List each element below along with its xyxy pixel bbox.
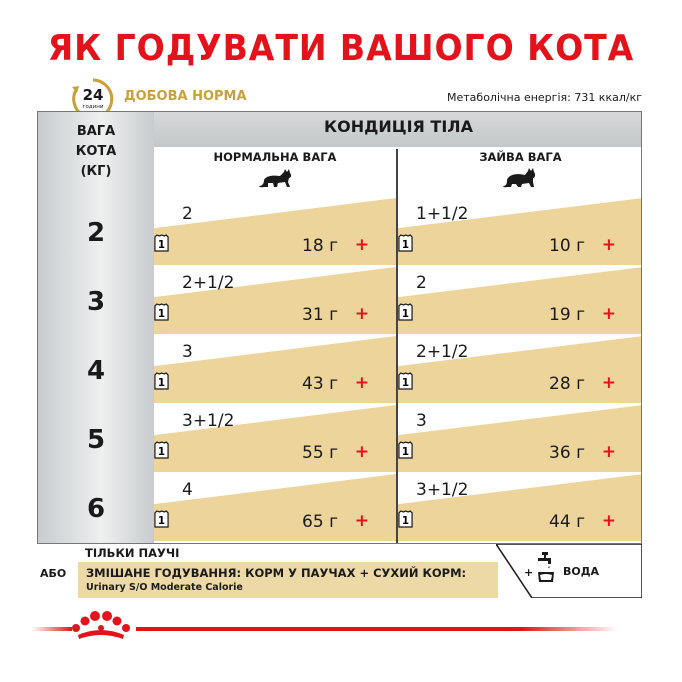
grams-amount: 10 г [549, 236, 585, 256]
pouch-icon [154, 303, 169, 321]
pouch-count: 2+1/2 [416, 342, 469, 362]
pouch-icon [154, 234, 169, 252]
pouch-icon-number: 1 [401, 377, 410, 390]
pouch-count: 4 [182, 480, 193, 500]
pouch-count: 3 [182, 342, 193, 362]
water-label: ВОДА [563, 565, 600, 578]
royal-canin-crown-icon [66, 608, 136, 642]
over-weight-cell [398, 405, 642, 472]
normal-weight-cell [154, 405, 396, 472]
cat-icon [256, 166, 296, 190]
weight-header-line3: (КГ) [80, 164, 112, 179]
pouch-count: 3+1/2 [416, 480, 469, 500]
weight-value: 3 [86, 287, 106, 317]
plus-sign: + [354, 373, 369, 393]
pouch-icon-number: 1 [401, 239, 410, 252]
pouch-icon [154, 510, 169, 528]
daily-norm-label: ДОБОВА НОРМА [124, 89, 247, 104]
grams-amount: 43 г [302, 374, 338, 394]
weight-value: 2 [86, 218, 106, 248]
water-plus: + [524, 566, 534, 579]
plus-sign: + [354, 304, 369, 324]
pouch-count: 3+1/2 [182, 411, 235, 431]
over-weight-cell [398, 198, 642, 265]
grams-amount: 31 г [302, 305, 338, 325]
pouch-count: 2+1/2 [182, 273, 235, 293]
pouch-icon-number: 1 [401, 308, 410, 321]
pouch-count: 2 [182, 204, 193, 224]
plus-sign: + [601, 373, 616, 393]
pouch-icon [398, 441, 413, 459]
pouch-count: 2 [416, 273, 427, 293]
clock-number: 24 [82, 86, 104, 104]
metabolic-energy: Метаболічна енергія: 731 ккал/кг [447, 91, 642, 104]
normal-weight-header: НОРМАЛЬНА ВАГА [213, 150, 337, 164]
pouch-icon-number: 1 [401, 446, 410, 459]
only-pouches-label: ТІЛЬКИ ПАУЧІ [85, 546, 180, 560]
pouch-icon [398, 303, 413, 321]
page-title: ЯК ГОДУВАТИ ВАШОГО КОТА [47, 28, 635, 69]
mixed-feeding-label: ЗМІШАНЕ ГОДУВАННЯ: КОРМ У ПАУЧАХ + СУХИЙ КОРМ: [86, 566, 467, 580]
grams-amount: 44 г [549, 512, 585, 532]
weight-header-line2: КОТА [75, 144, 117, 159]
pouch-icon-number: 1 [157, 377, 166, 390]
normal-weight-cell [154, 474, 396, 541]
grams-amount: 19 г [549, 305, 585, 325]
pouch-icon-number: 1 [157, 446, 166, 459]
plus-sign: + [601, 235, 616, 255]
or-label: АБО [40, 567, 67, 580]
grams-amount: 65 г [302, 512, 338, 532]
pouch-icon [398, 234, 413, 252]
weight-value: 6 [86, 494, 106, 524]
pouch-icon-number: 1 [401, 515, 410, 528]
weight-value: 4 [86, 356, 106, 386]
clock-unit: години [82, 104, 104, 110]
pouch-icon [154, 441, 169, 459]
cat-icon [500, 166, 540, 190]
weight-header-line1: ВАГА [76, 124, 116, 139]
pouch-icon-number: 1 [157, 515, 166, 528]
plus-sign: + [601, 304, 616, 324]
pouch-icon [398, 510, 413, 528]
condition-header: КОНДИЦІЯ ТІЛА [324, 117, 473, 136]
over-weight-cell [398, 267, 642, 334]
plus-sign: + [601, 442, 616, 462]
weight-value: 5 [86, 425, 106, 455]
pouch-icon [398, 372, 413, 390]
feeding-table [37, 111, 642, 544]
product-name: Urinary S/O Moderate Calorie [86, 582, 243, 593]
grams-amount: 18 г [302, 236, 338, 256]
normal-weight-cell [154, 267, 396, 334]
water-tap-icon [535, 552, 557, 584]
normal-weight-cell [154, 336, 396, 403]
plus-sign: + [354, 442, 369, 462]
pouch-icon-number: 1 [157, 308, 166, 321]
plus-sign: + [354, 235, 369, 255]
grams-amount: 36 г [549, 443, 585, 463]
pouch-icon-number: 1 [157, 239, 166, 252]
footer-line-right [136, 627, 618, 631]
pouch-count: 1+1/2 [416, 204, 469, 224]
over-weight-cell [398, 336, 642, 403]
over-weight-cell [398, 474, 642, 541]
grams-amount: 28 г [549, 374, 585, 394]
plus-sign: + [601, 511, 616, 531]
pouch-icon [154, 372, 169, 390]
pouch-count: 3 [416, 411, 427, 431]
normal-weight-cell [154, 198, 396, 265]
over-weight-header: ЗАЙВА ВАГА [479, 150, 562, 164]
grams-amount: 55 г [302, 443, 338, 463]
plus-sign: + [354, 511, 369, 531]
